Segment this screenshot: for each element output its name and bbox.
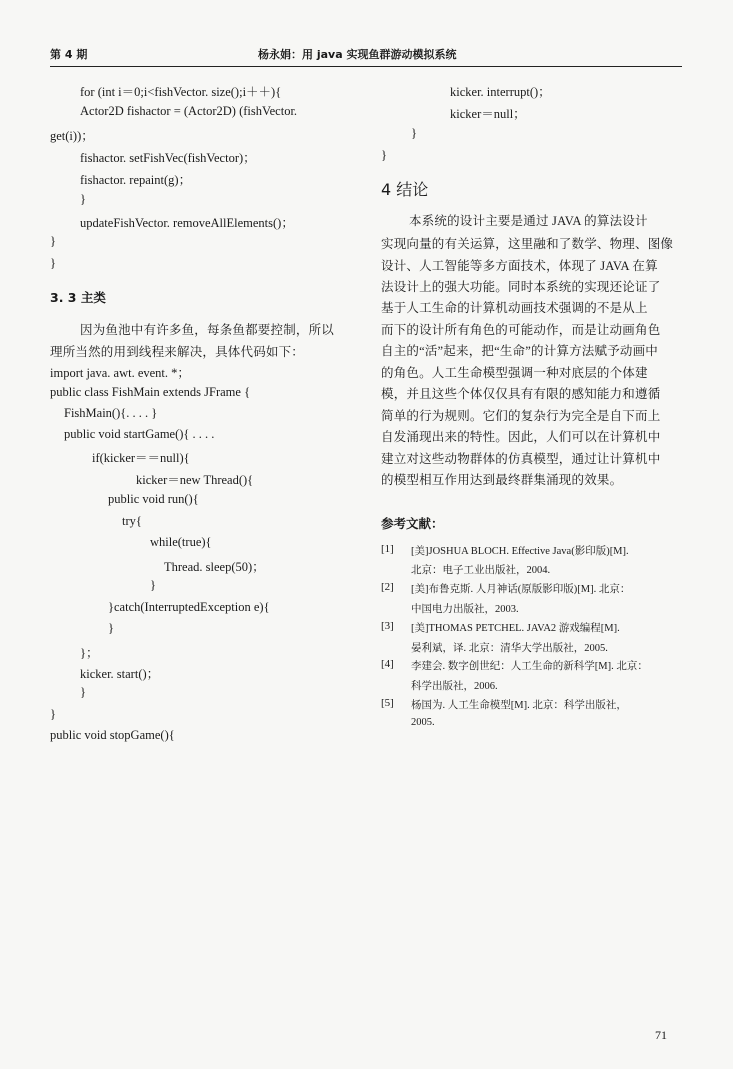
reference-number: [3] [381,620,394,632]
code-line: get(i))； [50,129,94,143]
paragraph-line: 理所当然的用到线程来解决，具体代码如下： [50,345,305,359]
code-line: if(kicker＝＝null){ [92,451,190,465]
code-line: kicker. start()； [80,667,160,681]
paragraph-line: 自主的“活”起来，把“生命”的计算方法赋予动画中 [381,344,658,358]
reference-text: 李建会. 数字创世纪：人工生命的新科学[M]. 北京： [411,661,648,672]
reference-text: 晏利斌，译. 北京：清华大学出版社，2005. [411,643,608,654]
references-heading: 参考文献： [381,516,444,531]
code-line: } [80,685,86,699]
code-line: import java. awt. event. *； [50,366,190,380]
reference-number: [1] [381,543,394,555]
code-line: while(true){ [150,535,212,549]
code-line: kicker. interrupt()； [450,85,551,99]
reference-text: 科学出版社，2006. [411,681,498,692]
code-line: kicker＝new Thread(){ [136,473,254,487]
paragraph-line: 设计、人工智能等多方面技术，体现了 JAVA 在算 [381,259,658,273]
paragraph-line: 简单的行为规则。它们的复杂行为完全是自下而上 [381,409,661,423]
code-line: } [150,578,156,592]
code-line: } [80,192,86,206]
paragraph-line: 模，并且这些个体仅仅具有有限的感知能力和遵循 [381,387,661,401]
code-line: } [108,621,114,635]
reference-number: [4] [381,658,394,670]
paragraph-line: 而下的设计所有角色的可能动作，而是让动画角色 [381,323,661,337]
reference-text: 2005. [411,717,435,728]
paragraph-line: 实现向量的有关运算，这里融和了数学、物理、图像 [381,237,674,251]
section-heading: 3. 3 主类 [50,290,106,305]
header-rule [50,66,682,67]
code-line: public class FishMain extends JFrame { [50,385,251,399]
paragraph-line: 因为鱼池中有许多鱼，每条鱼都要控制，所以 [80,323,335,337]
reference-text: [美]JOSHUA BLOCH. Effective Java(影印版)[M]. [411,546,629,557]
code-line: kicker＝null； [450,107,526,121]
section-heading: 4 结论 [381,180,429,199]
code-line: for (int i＝0;i<fishVector. size();i＋＋){ [80,85,282,99]
code-line: Thread. sleep(50)； [164,560,265,574]
reference-text: 杨国为. 人工生命模型[M]. 北京：科学出版社， [411,700,627,711]
code-line: } [50,707,56,721]
paragraph-line: 法设计上的强大功能。同时本系统的实现还论证了 [381,280,661,294]
paragraph-line: 本系统的设计主要是通过 JAVA 的算法设计 [409,214,648,228]
code-line: fishactor. setFishVec(fishVector)； [80,151,256,165]
paragraph-line: 建立对这些动物群体的仿真模型，通过让计算机中 [381,452,661,466]
code-line: FishMain(){. . . . } [64,406,158,420]
code-line: } [411,126,417,140]
running-header-title: 杨永娟：用 java 实现鱼群游动模拟系统 [258,48,457,61]
reference-text: 北京：电子工业出版社，2004. [411,565,551,576]
code-line: }catch(InterruptedException e){ [108,600,270,614]
code-line: } [50,234,56,248]
paragraph-line: 的模型相互作用达到最终群集涌现的效果。 [381,473,623,487]
code-line: public void run(){ [108,492,199,506]
paragraph-line: 基于人工生命的计算机动画技术强调的不是从上 [381,301,648,315]
running-header-issue: 第 4 期 [50,48,88,61]
reference-text: [美]布鲁克斯. 人月神话(原版影印版)[M]. 北京： [411,584,631,595]
code-line: updateFishVector. removeAllElements()； [80,216,294,230]
code-line: public void startGame(){ . . . . [64,427,215,441]
paragraph-line: 自发涌现出来的特性。因此，人们可以在计算机中 [381,430,661,444]
reference-number: [5] [381,697,394,709]
code-line: Actor2D fishactor = (Actor2D) (fishVector. [80,104,298,118]
code-line: fishactor. repaint(g)； [80,173,192,187]
code-line: } [381,148,387,162]
paragraph-line: 的角色。人工生命模型强调一种对底层的个体建 [381,366,648,380]
reference-text: [美]THOMAS PETCHEL. JAVA2 游戏编程[M]. [411,623,620,634]
reference-number: [2] [381,581,394,593]
code-line: try{ [122,514,142,528]
code-line: public void stopGame(){ [50,728,175,742]
reference-text: 中国电力出版社，2003. [411,604,519,615]
code-line: }； [80,646,99,660]
page-number: 71 [655,1028,667,1042]
code-line: } [50,256,56,270]
